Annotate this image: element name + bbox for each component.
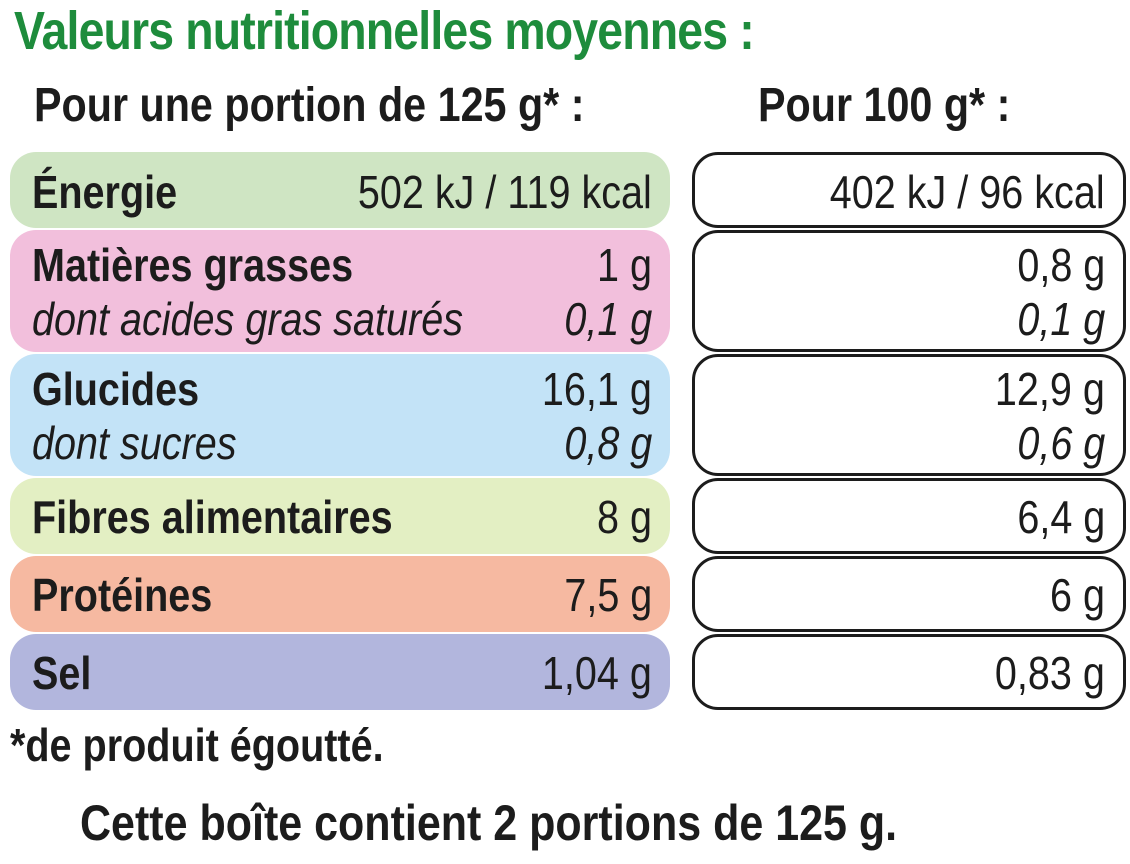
proteines-per100-box xyxy=(692,556,1126,632)
row-matieres-grasses xyxy=(10,230,1128,352)
matieres-pill xyxy=(10,230,670,352)
acides-gras-label: dont acides gras saturés xyxy=(32,293,464,345)
proteines-portion-value: 7,5 g xyxy=(564,569,652,621)
column-header-per-100g: Pour 100 g* : xyxy=(758,79,1011,132)
sel-per100-value: 0,83 g xyxy=(995,647,1105,699)
row-fibres xyxy=(10,478,1128,554)
row-sel xyxy=(10,634,1128,710)
energie-portion-value: 502 kJ / 119 kcal xyxy=(358,166,652,218)
fibres-label: Fibres alimentaires xyxy=(32,491,393,543)
proteines-per100-value: 6 g xyxy=(1050,569,1105,621)
sucres-label: dont sucres xyxy=(32,417,237,469)
sel-portion-value: 1,04 g xyxy=(542,647,652,699)
proteines-pill xyxy=(10,556,670,632)
energie-per100-value: 402 kJ / 96 kcal xyxy=(830,166,1105,218)
acides-gras-per100-value: 0,1 g xyxy=(1017,293,1105,345)
row-glucides xyxy=(10,354,1128,476)
page-title: Valeurs nutritionnelles moyennes : xyxy=(14,1,754,61)
fibres-per100-value: 6,4 g xyxy=(1017,491,1105,543)
row-proteines xyxy=(10,556,1128,632)
portions-note: Cette boîte contient 2 portions de 125 g. xyxy=(80,795,898,851)
fibres-pill xyxy=(10,478,670,554)
energie-label: Énergie xyxy=(32,166,178,218)
glucides-portion-value: 16,1 g xyxy=(542,363,652,415)
sucres-portion-value: 0,8 g xyxy=(564,417,652,469)
energie-pill xyxy=(10,152,670,228)
row-energie xyxy=(10,152,1128,228)
glucides-pill xyxy=(10,354,670,476)
energie-per100-box xyxy=(692,152,1126,228)
matieres-portion-value: 1 g xyxy=(597,239,652,291)
fibres-portion-value: 8 g xyxy=(597,491,652,543)
footnote: *de produit égoutté. xyxy=(10,719,384,771)
sel-per100-box xyxy=(692,634,1126,710)
glucides-per100-box xyxy=(692,354,1126,476)
matieres-per100-value: 0,8 g xyxy=(1017,239,1105,291)
fibres-per100-box xyxy=(692,478,1126,554)
sel-label: Sel xyxy=(32,647,92,699)
glucides-label: Glucides xyxy=(32,363,200,415)
column-header-portion: Pour une portion de 125 g* : xyxy=(34,79,585,132)
matieres-per100-box xyxy=(692,230,1126,352)
sucres-per100-value: 0,6 g xyxy=(1017,417,1105,469)
proteines-label: Protéines xyxy=(32,569,213,621)
acides-gras-portion-value: 0,1 g xyxy=(564,293,652,345)
glucides-per100-value: 12,9 g xyxy=(995,363,1105,415)
sel-pill xyxy=(10,634,670,710)
matieres-label: Matières grasses xyxy=(32,239,354,291)
